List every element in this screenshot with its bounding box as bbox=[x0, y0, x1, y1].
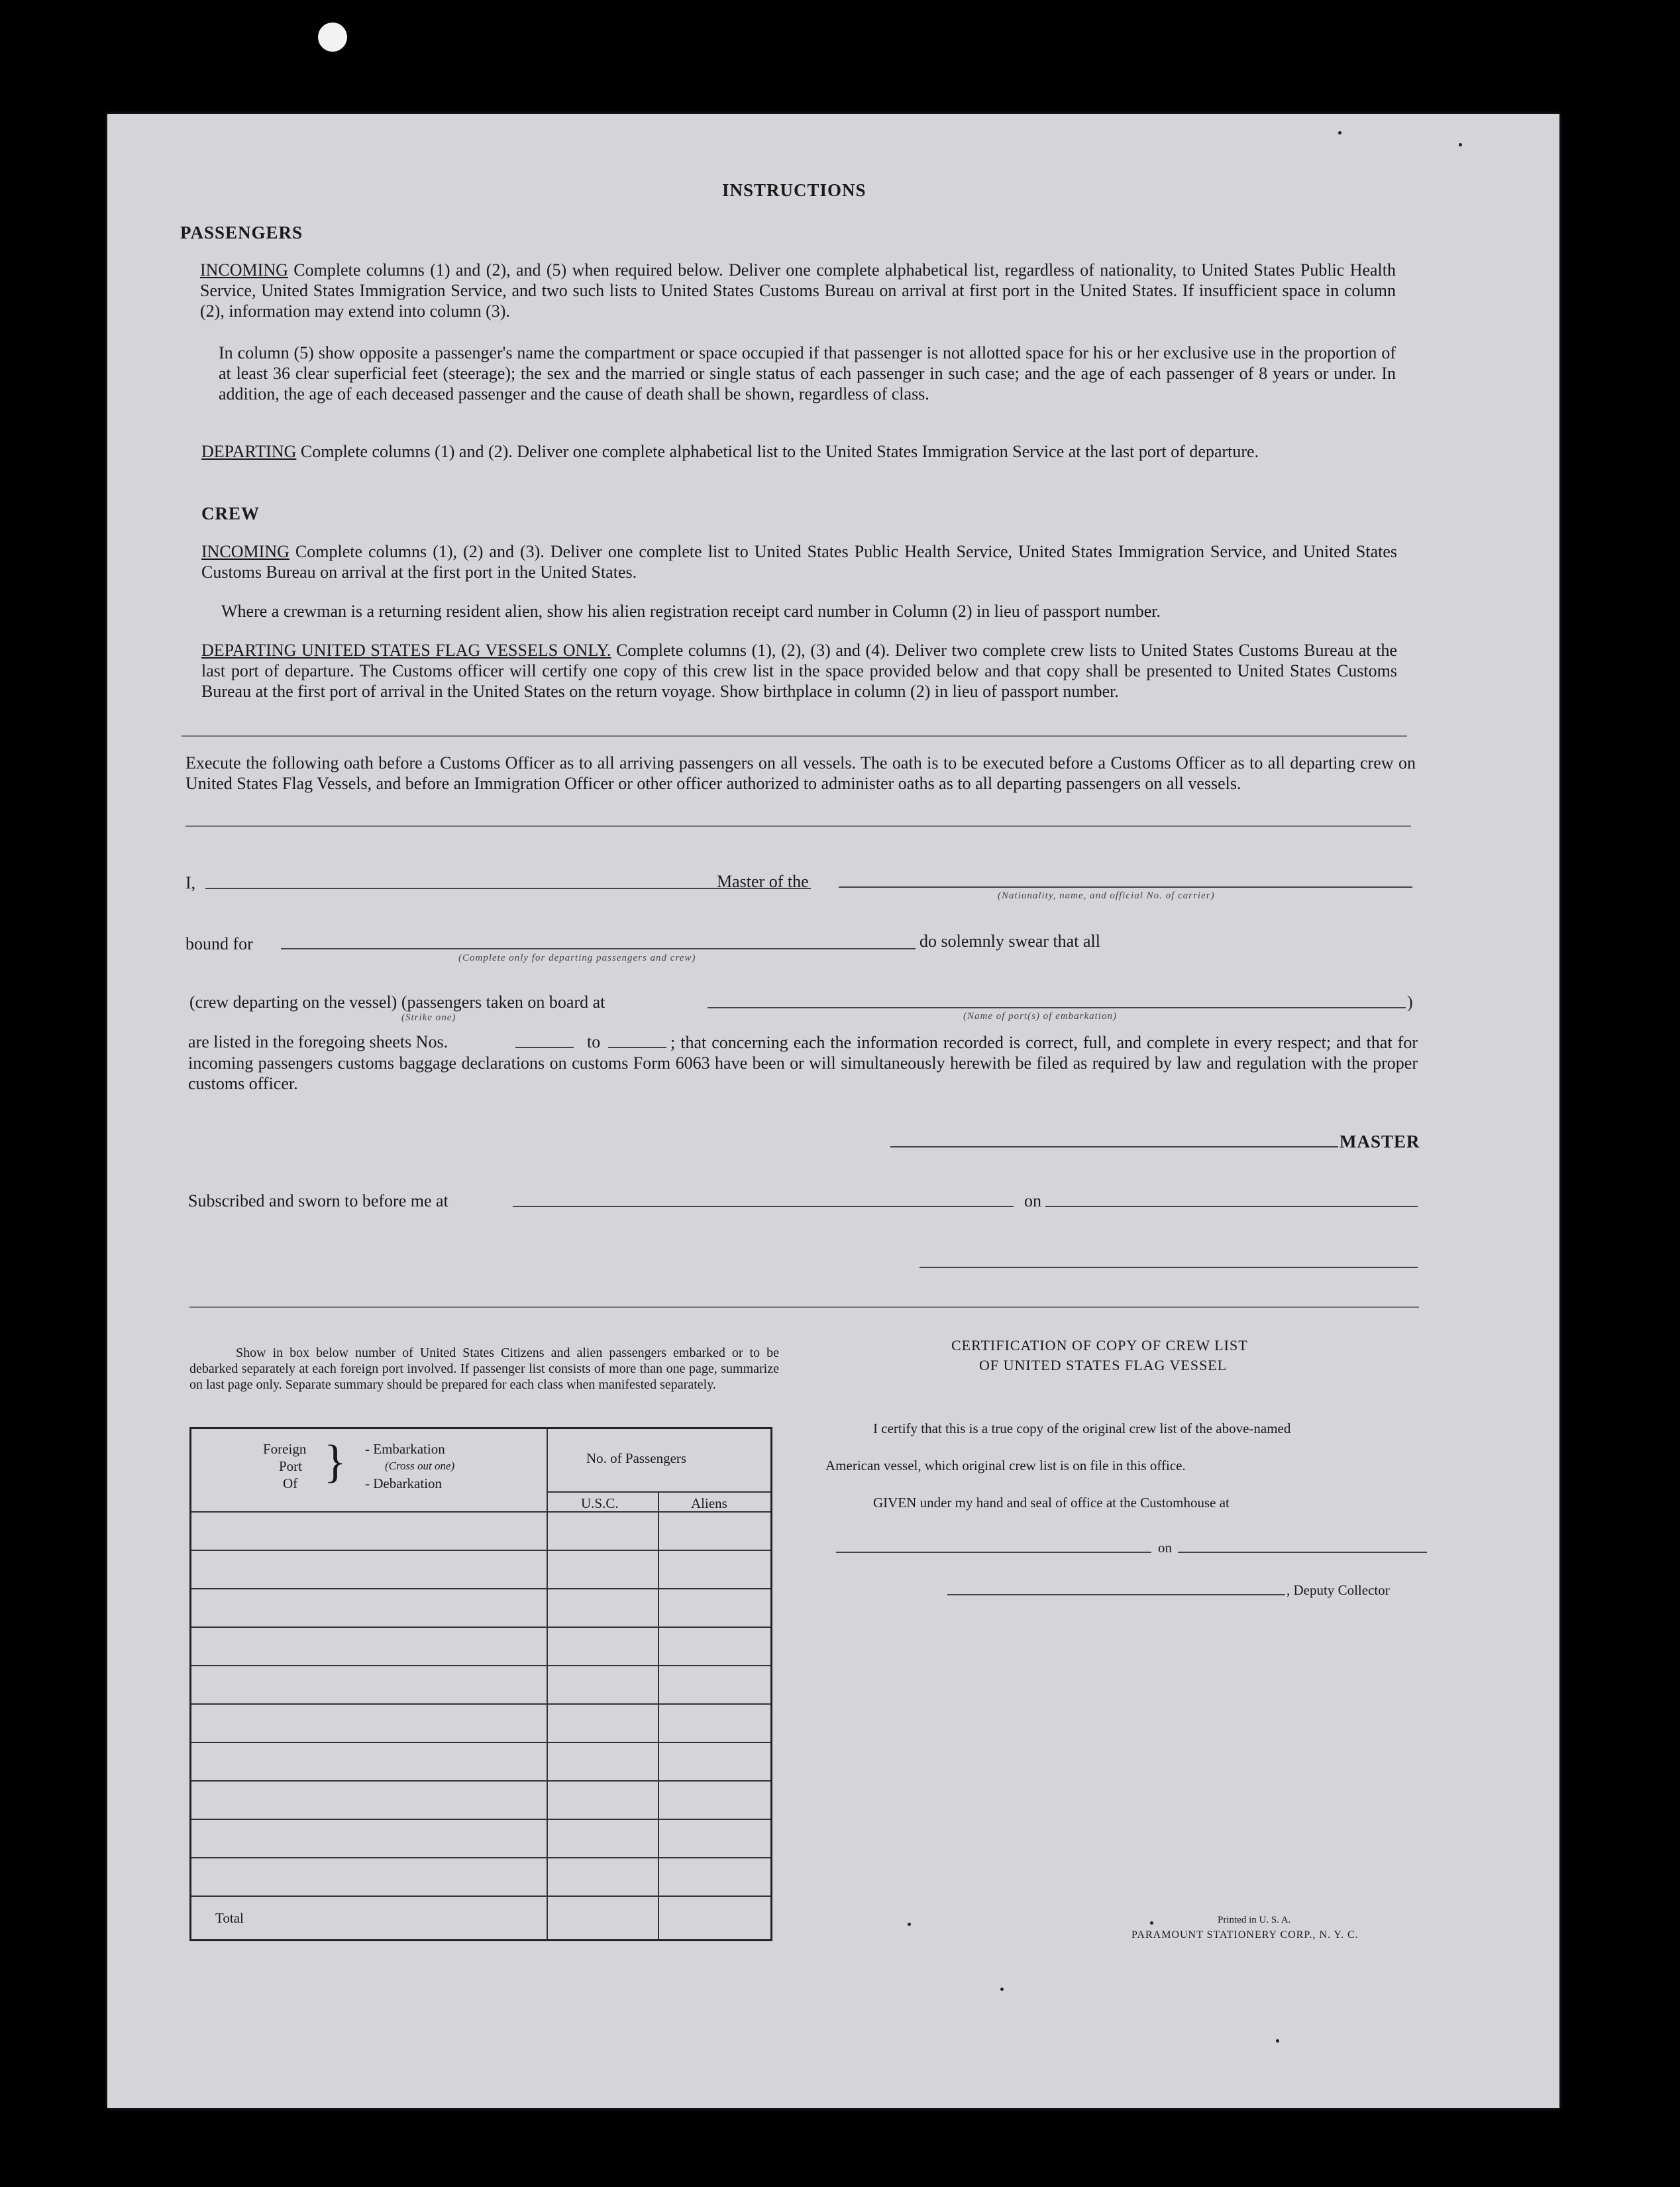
oath-intro: Execute the following oath before a Customs Officer as to all arriving passengers on all vessels. The oath is to be executed before a Customs Officer as to all departing crew on United States Flag Vessels, and before an Immigration Officer or other officer authorized to administer oaths as to all departing passengers on all vessels. bbox=[185, 753, 1416, 793]
table-subheader-line bbox=[547, 1491, 770, 1493]
table-row bbox=[191, 1742, 770, 1743]
certify-line-2: American vessel, which original crew list is on file in this office. bbox=[825, 1458, 1186, 1473]
table-row bbox=[191, 1895, 770, 1897]
passengers-departing-text: Complete columns (1) and (2). Deliver one complete alphabetical list to the United States Immigration Service at the last port of departure. bbox=[296, 442, 1259, 461]
crew-resident-paragraph: Where a crewman is a returning resident alien, show his alien registration receipt card number in Column (2) in lieu of passport number. bbox=[221, 602, 1161, 621]
customhouse-field[interactable] bbox=[836, 1552, 1151, 1553]
do-solemnly-label: do solemnly swear that all bbox=[919, 932, 1100, 951]
passengers-incoming-label: INCOMING bbox=[200, 260, 288, 280]
table-row bbox=[191, 1857, 770, 1858]
sworn-place-field[interactable] bbox=[513, 1206, 1014, 1207]
oath-i-label: I, bbox=[185, 873, 196, 892]
crew-departing-text: Complete columns (1), (2), (3) and (4). Deliver two complete crew lists to United States Customs Bureau at the last port of departure. The Customs officer will certify one copy of this crew list in the space provided below and that copy shall be presented to United States Customs Bureau at the first port of arrival in the United States on the return voyage. Show birthplace in column (2) in lieu of passport number. bbox=[201, 641, 1398, 701]
speck bbox=[1338, 131, 1341, 134]
listed-text: ; that concerning each the information recorded is correct, full, and complete in every respect; and that for incoming passengers customs baggage declarations on customs Form 6063 have been or will simultaneously herewith be filed as required by law and regulation with the proper customs officer. bbox=[188, 1033, 1418, 1093]
master-signature-field[interactable] bbox=[890, 1146, 1338, 1147]
oath-divider bbox=[185, 826, 1411, 827]
table-row bbox=[191, 1511, 770, 1513]
summary-divider bbox=[189, 1307, 1419, 1308]
crew-incoming-label: INCOMING bbox=[201, 542, 289, 561]
table-row bbox=[191, 1780, 770, 1782]
passengers-column5-paragraph: In column (5) show opposite a passenger's name the compartment or space occupied if that passenger is not allotted space for his or her exclusive use in the proportion of at least 36 clear superficial feet (steerage); the sex and the married or single status of each passenger in such case; and the age of each passenger of 8 years or under. In addition, the age of each deceased passenger and the cause of death shall be shown, regardless of class. bbox=[219, 343, 1396, 403]
strike-one-caption: (Strike one) bbox=[401, 1012, 456, 1023]
debarkation-label: - Debarkation bbox=[365, 1475, 443, 1491]
crew-incoming-paragraph bbox=[201, 541, 1397, 582]
bound-for-field[interactable] bbox=[281, 948, 916, 949]
nationality-caption: (Nationality, name, and official No. of carrier) bbox=[998, 890, 1215, 901]
deputy-signature-field[interactable] bbox=[947, 1594, 1285, 1595]
certification-date-field[interactable] bbox=[1178, 1552, 1427, 1553]
usc-header: U.S.C. bbox=[581, 1495, 619, 1511]
speck bbox=[1000, 1988, 1004, 1991]
of-label: Of bbox=[283, 1475, 298, 1491]
table-row bbox=[191, 1665, 770, 1666]
master-of-the-label: Master of the bbox=[717, 872, 809, 891]
embarkation-ports-field[interactable] bbox=[708, 1007, 1406, 1008]
sworn-on-label: on bbox=[1024, 1191, 1041, 1210]
officer-signature-field[interactable] bbox=[919, 1267, 1418, 1268]
passengers-departing-label: DEPARTING bbox=[201, 442, 297, 461]
crew-departing-paragraph bbox=[201, 640, 1397, 702]
cross-out-label: (Cross out one) bbox=[385, 1460, 455, 1472]
printed-in-usa: Printed in U. S. A. bbox=[1218, 1915, 1291, 1925]
subscribed-label: Subscribed and sworn to before me at bbox=[188, 1191, 448, 1210]
crew-departing-label: (crew departing on the vessel) (passengers taken on board at bbox=[189, 992, 605, 1012]
close-paren: ) bbox=[1407, 992, 1413, 1012]
brace-icon: } bbox=[324, 1436, 346, 1487]
printer-name: PARAMOUNT STATIONERY CORP., N. Y. C. bbox=[1131, 1929, 1359, 1941]
crew-heading: CREW bbox=[201, 504, 260, 523]
certify-line-1: I certify that this is a true copy of the original crew list of the above-named bbox=[873, 1420, 1291, 1436]
table-divider-1 bbox=[547, 1429, 548, 1939]
instructions-title: INSTRUCTIONS bbox=[722, 180, 866, 200]
carrier-field[interactable] bbox=[839, 886, 1412, 888]
complete-only-caption: (Complete only for departing passengers and crew) bbox=[458, 953, 696, 963]
speck bbox=[1276, 2039, 1279, 2043]
passengers-heading: PASSENGERS bbox=[180, 223, 303, 242]
form-page bbox=[107, 114, 1559, 2108]
foreign-label: Foreign bbox=[263, 1441, 307, 1457]
passengers-incoming-text: Complete columns (1) and (2), and (5) when required below. Deliver one complete alphabetical list, regardless of nationality, to United States Public Health Service, United States Immigration Service, and two such lists to United States Customs Bureau on arrival at first port in the United States. If insufficient space in column (2), information may extend into column (3). bbox=[200, 260, 1396, 321]
crew-departing-label: DEPARTING UNITED STATES FLAG VESSELS ONLY. bbox=[201, 641, 611, 660]
summary-intro: Show in box below number of United States Citizens and alien passengers embarked or to be debarked separately at each foreign port involved. If passenger list consists of more than one page, summarize on last page only. Separate summary should be prepared for each class when manifested separately. bbox=[189, 1346, 779, 1392]
passengers-incoming-paragraph bbox=[200, 260, 1396, 321]
speck bbox=[1150, 1921, 1153, 1925]
passengers-departing-paragraph bbox=[201, 441, 1396, 462]
listed-prefix: are listed in the foregoing sheets Nos. bbox=[188, 1032, 448, 1051]
speck bbox=[1459, 143, 1462, 146]
table-row bbox=[191, 1819, 770, 1820]
certification-on-label: on bbox=[1158, 1540, 1172, 1556]
master-signature-label: MASTER bbox=[1339, 1132, 1420, 1151]
total-label: Total bbox=[215, 1910, 244, 1926]
embarkation-label: - Embarkation bbox=[365, 1441, 445, 1457]
section-divider bbox=[182, 735, 1407, 737]
passenger-summary-table bbox=[189, 1427, 772, 1941]
table-row bbox=[191, 1627, 770, 1628]
aliens-header: Aliens bbox=[691, 1495, 727, 1511]
table-row bbox=[191, 1588, 770, 1589]
deputy-collector-label: , Deputy Collector bbox=[1286, 1582, 1390, 1598]
table-divider-2 bbox=[658, 1491, 659, 1939]
table-row bbox=[191, 1703, 770, 1705]
to-label: to bbox=[587, 1032, 601, 1051]
bound-for-label: bound for bbox=[185, 934, 253, 953]
certification-title-1: CERTIFICATION OF COPY OF CREW LIST bbox=[951, 1337, 1248, 1354]
given-line: GIVEN under my hand and seal of office at the Customhouse at bbox=[873, 1495, 1230, 1511]
certification-title-2: OF UNITED STATES FLAG VESSEL bbox=[979, 1357, 1228, 1373]
punch-hole bbox=[318, 23, 347, 52]
ports-caption: (Name of port(s) of embarkation) bbox=[963, 1011, 1117, 1022]
crew-incoming-text: Complete columns (1), (2) and (3). Deliver one complete list to United States Public Health Service, United States Immigration Service, and United States Customs Bureau on arrival at the first port in the United States. bbox=[201, 542, 1397, 582]
sworn-date-field[interactable] bbox=[1045, 1206, 1418, 1207]
no-of-passengers-label: No. of Passengers bbox=[586, 1450, 687, 1466]
port-label: Port bbox=[279, 1458, 303, 1474]
speck bbox=[908, 1923, 911, 1926]
table-row bbox=[191, 1550, 770, 1551]
